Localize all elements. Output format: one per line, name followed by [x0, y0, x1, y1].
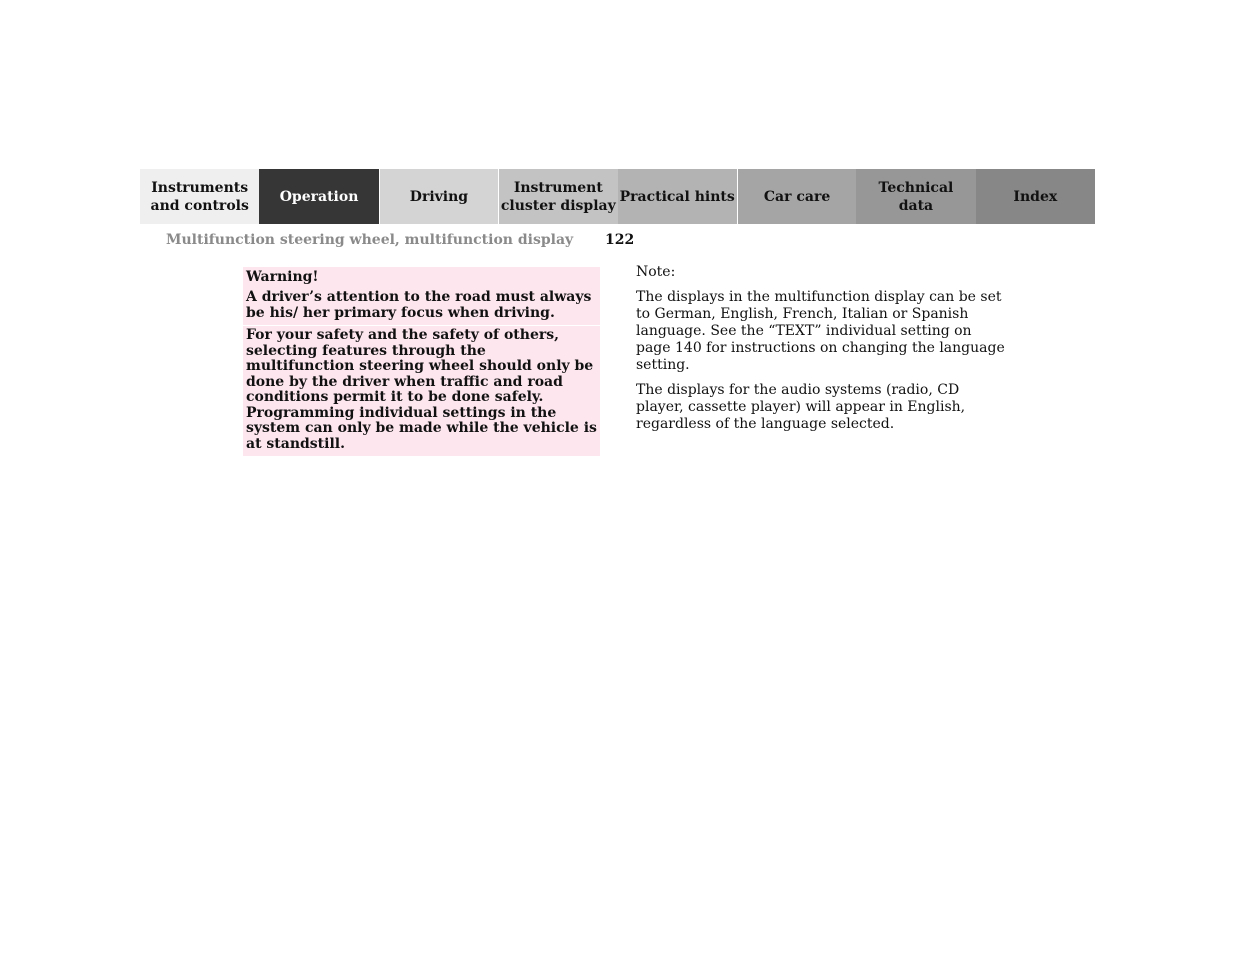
tab-technical-data[interactable]: Technical data: [856, 169, 975, 224]
note-paragraph: The displays in the multifunction display can be set to German, English, French, Italian or Spanish language. See the “TEXT” individual setting on page 140 for instructions on changing the language setting.: [636, 289, 1005, 373]
warning-paragraph: For your safety and the safety of others, selecting features through the multifunction steering wheel should only be done by the driver when traffic and road conditions permit it to be done safely. Programming individual settings in the system can only be made while the vehicle is at standstill.: [243, 325, 600, 456]
warning-title: Warning!: [246, 269, 319, 285]
note-paragraph: The displays for the audio systems (radio, CD player, cassette player) will appear in English, regardless of the language selected.: [636, 382, 966, 432]
tab-car-care[interactable]: Car care: [737, 169, 856, 224]
tab-instrument-cluster-display[interactable]: Instrument cluster display: [498, 169, 617, 224]
tab-index[interactable]: Index: [976, 169, 1095, 224]
tab-practical-hints[interactable]: Practical hints: [618, 169, 737, 224]
chapter-navigation: [140, 169, 1095, 224]
tab-driving[interactable]: Driving: [379, 169, 498, 224]
warning-paragraph: A driver’s attention to the road must always be his/ her primary focus when driving.: [246, 289, 592, 321]
page-number: 122: [605, 232, 635, 248]
tab-instruments-and-controls[interactable]: Instruments and controls: [140, 169, 259, 224]
section-title: Multifunction steering wheel, multifunction display: [166, 232, 574, 248]
note-title: Note:: [636, 264, 676, 280]
warning-box: [243, 267, 600, 456]
tab-operation[interactable]: Operation: [259, 169, 378, 224]
note-section: [636, 264, 1006, 441]
